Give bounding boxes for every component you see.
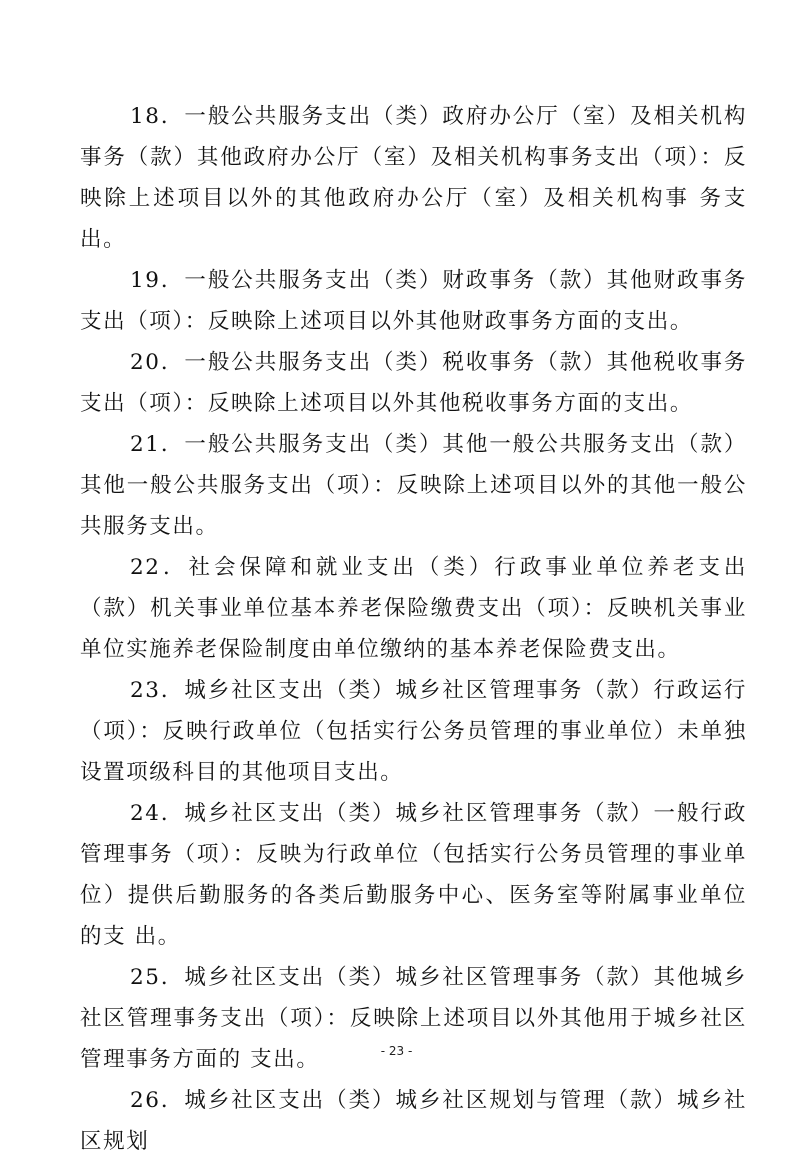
paragraph-24: 24．城乡社区支出（类）城乡社区管理事务（款）一般行政管理事务（项）：反映为行政单位（包括实行公务员管理的事业单位）提供后勤服务的各类后勤服务中心、医务室等附属事业单位的支 出。 [80,801,747,949]
paragraph-26: 26．城乡社区支出（类）城乡社区规划与管理（款）城乡社区规划 [80,1088,747,1154]
paragraph-22: 22．社会保障和就业支出（类）行政事业单位养老支出（款）机关事业单位基本养老保险缴费支出（项）：反映机关事业单位实施养老保险制度由单位缴纳的基本养老保险费支出。 [80,555,747,662]
document-body [80,96,747,1162]
page-number: - 23 - [380,1044,413,1058]
paragraph-19: 19．一般公共服务支出（类）财政事务（款）其他财政事务支出（项）：反映除上述项目以外其他财政事务方面的支出。 [80,268,747,334]
paragraph-25: 25．城乡社区支出（类）城乡社区管理事务（款）其他城乡社区管理事务支出（项）：反映除上述项目以外其他用于城乡社区管理事务方面的 支出。 [80,965,747,1072]
paragraph-18: 18．一般公共服务支出（类）政府办公厅（室）及相关机构事务（款）其他政府办公厅（室）及相关机构事务支出（项）：反映除上述项目以外的其他政府办公厅（室）及相关机构事 务支出。 [80,104,747,252]
paragraph-20: 20．一般公共服务支出（类）税收事务（款）其他税收事务支出（项）：反映除上述项目以外其他税收事务方面的支出。 [80,350,747,416]
paragraph-23: 23．城乡社区支出（类）城乡社区管理事务（款）行政运行（项）：反映行政单位（包括实行公务员管理的事业单位）未单独 设置项级科目的其他项目支出。 [80,678,747,785]
paragraph-21: 21．一般公共服务支出（类）其他一般公共服务支出（款）其他一般公共服务支出（项）：反映除上述项目以外的其他一般公共服务支出。 [80,432,747,539]
